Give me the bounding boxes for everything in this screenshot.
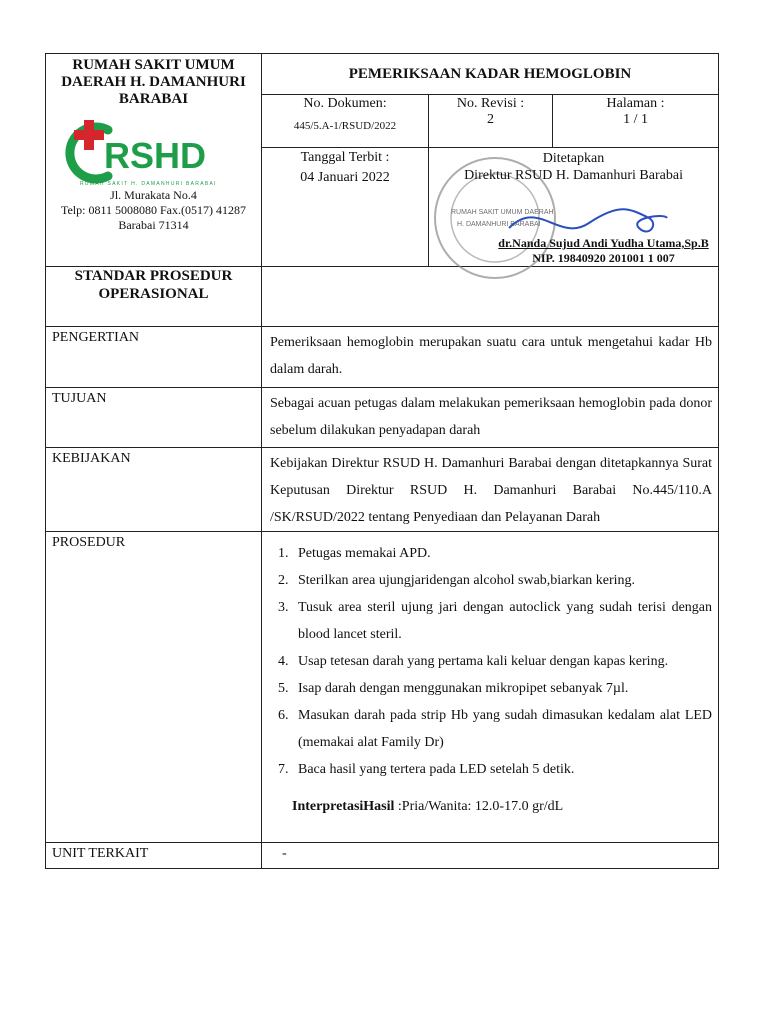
hospital-address: Jl. Murakata No.4 Telp: 0811 5008080 Fax.(0517) 41287 Barabai 71314 bbox=[60, 188, 247, 232]
interpretasi-label: InterpretasiHasil bbox=[292, 799, 395, 814]
list-item: 6. Masukan darah pada strip Hb yang sudah dimasukan kedalam alat LED (memakai alat Family Dr) bbox=[292, 702, 712, 756]
no-revisi-value: 2 bbox=[487, 112, 494, 127]
tanggal-cell bbox=[262, 148, 429, 267]
logo-subtext: RUMAH SAKIT H. DAMANHURI BARABAI bbox=[80, 181, 217, 187]
pengertian-label: PENGERTIAN bbox=[46, 327, 262, 388]
prosedur-label: PROSEDUR bbox=[46, 532, 262, 843]
approval-cell bbox=[429, 148, 719, 267]
no-dokumen-value: 445/5.A-1/RSUD/2022 bbox=[293, 120, 397, 132]
list-item: 1. Petugas memakai APD. bbox=[292, 540, 712, 567]
sop-document bbox=[45, 53, 718, 861]
unit-terkait-value: - bbox=[262, 843, 719, 869]
no-revisi-label: No. Revisi : bbox=[456, 96, 525, 111]
list-item: 3. Tusuk area steril ujung jari dengan autoclick yang sudah terisi dengan blood lancet steril. bbox=[292, 594, 712, 648]
document-title: PEMERIKSAAN KADAR HEMOGLOBIN bbox=[262, 54, 719, 95]
interpretasi-hasil bbox=[292, 797, 712, 817]
stamp-line-2: H. DAMANHURI BARABAI bbox=[457, 221, 541, 228]
prosedur-steps bbox=[262, 540, 712, 783]
unit-terkait-label: UNIT TERKAIT bbox=[46, 843, 262, 869]
list-item: 5. Isap darah dengan menggunakan mikropipet sebanyak 7µl. bbox=[292, 675, 712, 702]
no-dokumen-label: No. Dokumen: bbox=[303, 96, 387, 111]
halaman-cell bbox=[553, 95, 719, 148]
signer-nip: NIP. 19840920 201001 1 007 bbox=[532, 251, 675, 265]
list-item: 4. Usap tetesan darah yang pertama kali keluar dengan kapas kering. bbox=[292, 648, 712, 675]
tanggal-label: Tanggal Terbit : bbox=[300, 150, 390, 165]
tujuan-text: Sebagai acuan petugas dalam melakukan pemeriksaan hemoglobin pada donor sebelum dilakukan penyadapan darah bbox=[262, 388, 719, 448]
halaman-label: Halaman : bbox=[606, 96, 665, 111]
prosedur-cell bbox=[262, 532, 719, 843]
tujuan-label: TUJUAN bbox=[46, 388, 262, 448]
sop-title-cell bbox=[46, 267, 262, 327]
list-item: 7. Baca hasil yang tertera pada LED setelah 5 detik. bbox=[292, 756, 712, 783]
halaman-value: 1 / 1 bbox=[623, 112, 648, 127]
no-revisi-cell bbox=[429, 95, 553, 148]
hospital-header-cell bbox=[46, 54, 262, 267]
signer-name: dr.Nanda Sujud Andi Yudha Utama,Sp.B bbox=[498, 236, 709, 250]
rshd-logo bbox=[46, 118, 261, 188]
tanggal-value: 04 Januari 2022 bbox=[300, 170, 390, 185]
no-dokumen-cell bbox=[262, 95, 429, 148]
stamp-line-1: RUMAH SAKIT UMUM DAERAH bbox=[451, 209, 554, 216]
logo-text: RSHD bbox=[104, 135, 207, 176]
kebijakan-text: Kebijakan Direktur RSUD H. Damanhuri Barabai dengan ditetapkannya Surat Keputusan Direktur RSUD H. Damanhuri Barabai No.445/110.A /SK/RSUD/2022 tentang Penyediaan dan Pelayanan Darah bbox=[262, 448, 719, 532]
kebijakan-label: KEBIJAKAN bbox=[46, 448, 262, 532]
sop-table bbox=[45, 53, 719, 869]
pengertian-text: Pemeriksaan hemoglobin merupakan suatu cara untuk mengetahui kadar Hb dalam darah. bbox=[262, 327, 719, 388]
list-item: 2. Sterilkan area ujungjaridengan alcohol swab,biarkan kering. bbox=[292, 567, 712, 594]
hospital-name: RUMAH SAKIT UMUM DAERAH H. DAMANHURI BARABAI bbox=[61, 57, 246, 107]
interpretasi-value: :Pria/Wanita: 12.0-17.0 gr/dL bbox=[397, 799, 564, 814]
ditetapkan-label: Ditetapkan bbox=[542, 151, 605, 166]
ditetapkan-oleh: Direktur RSUD H. Damanhuri Barabai bbox=[464, 168, 683, 183]
sop-title: STANDAR PROSEDUR OPERASIONAL bbox=[74, 268, 233, 302]
